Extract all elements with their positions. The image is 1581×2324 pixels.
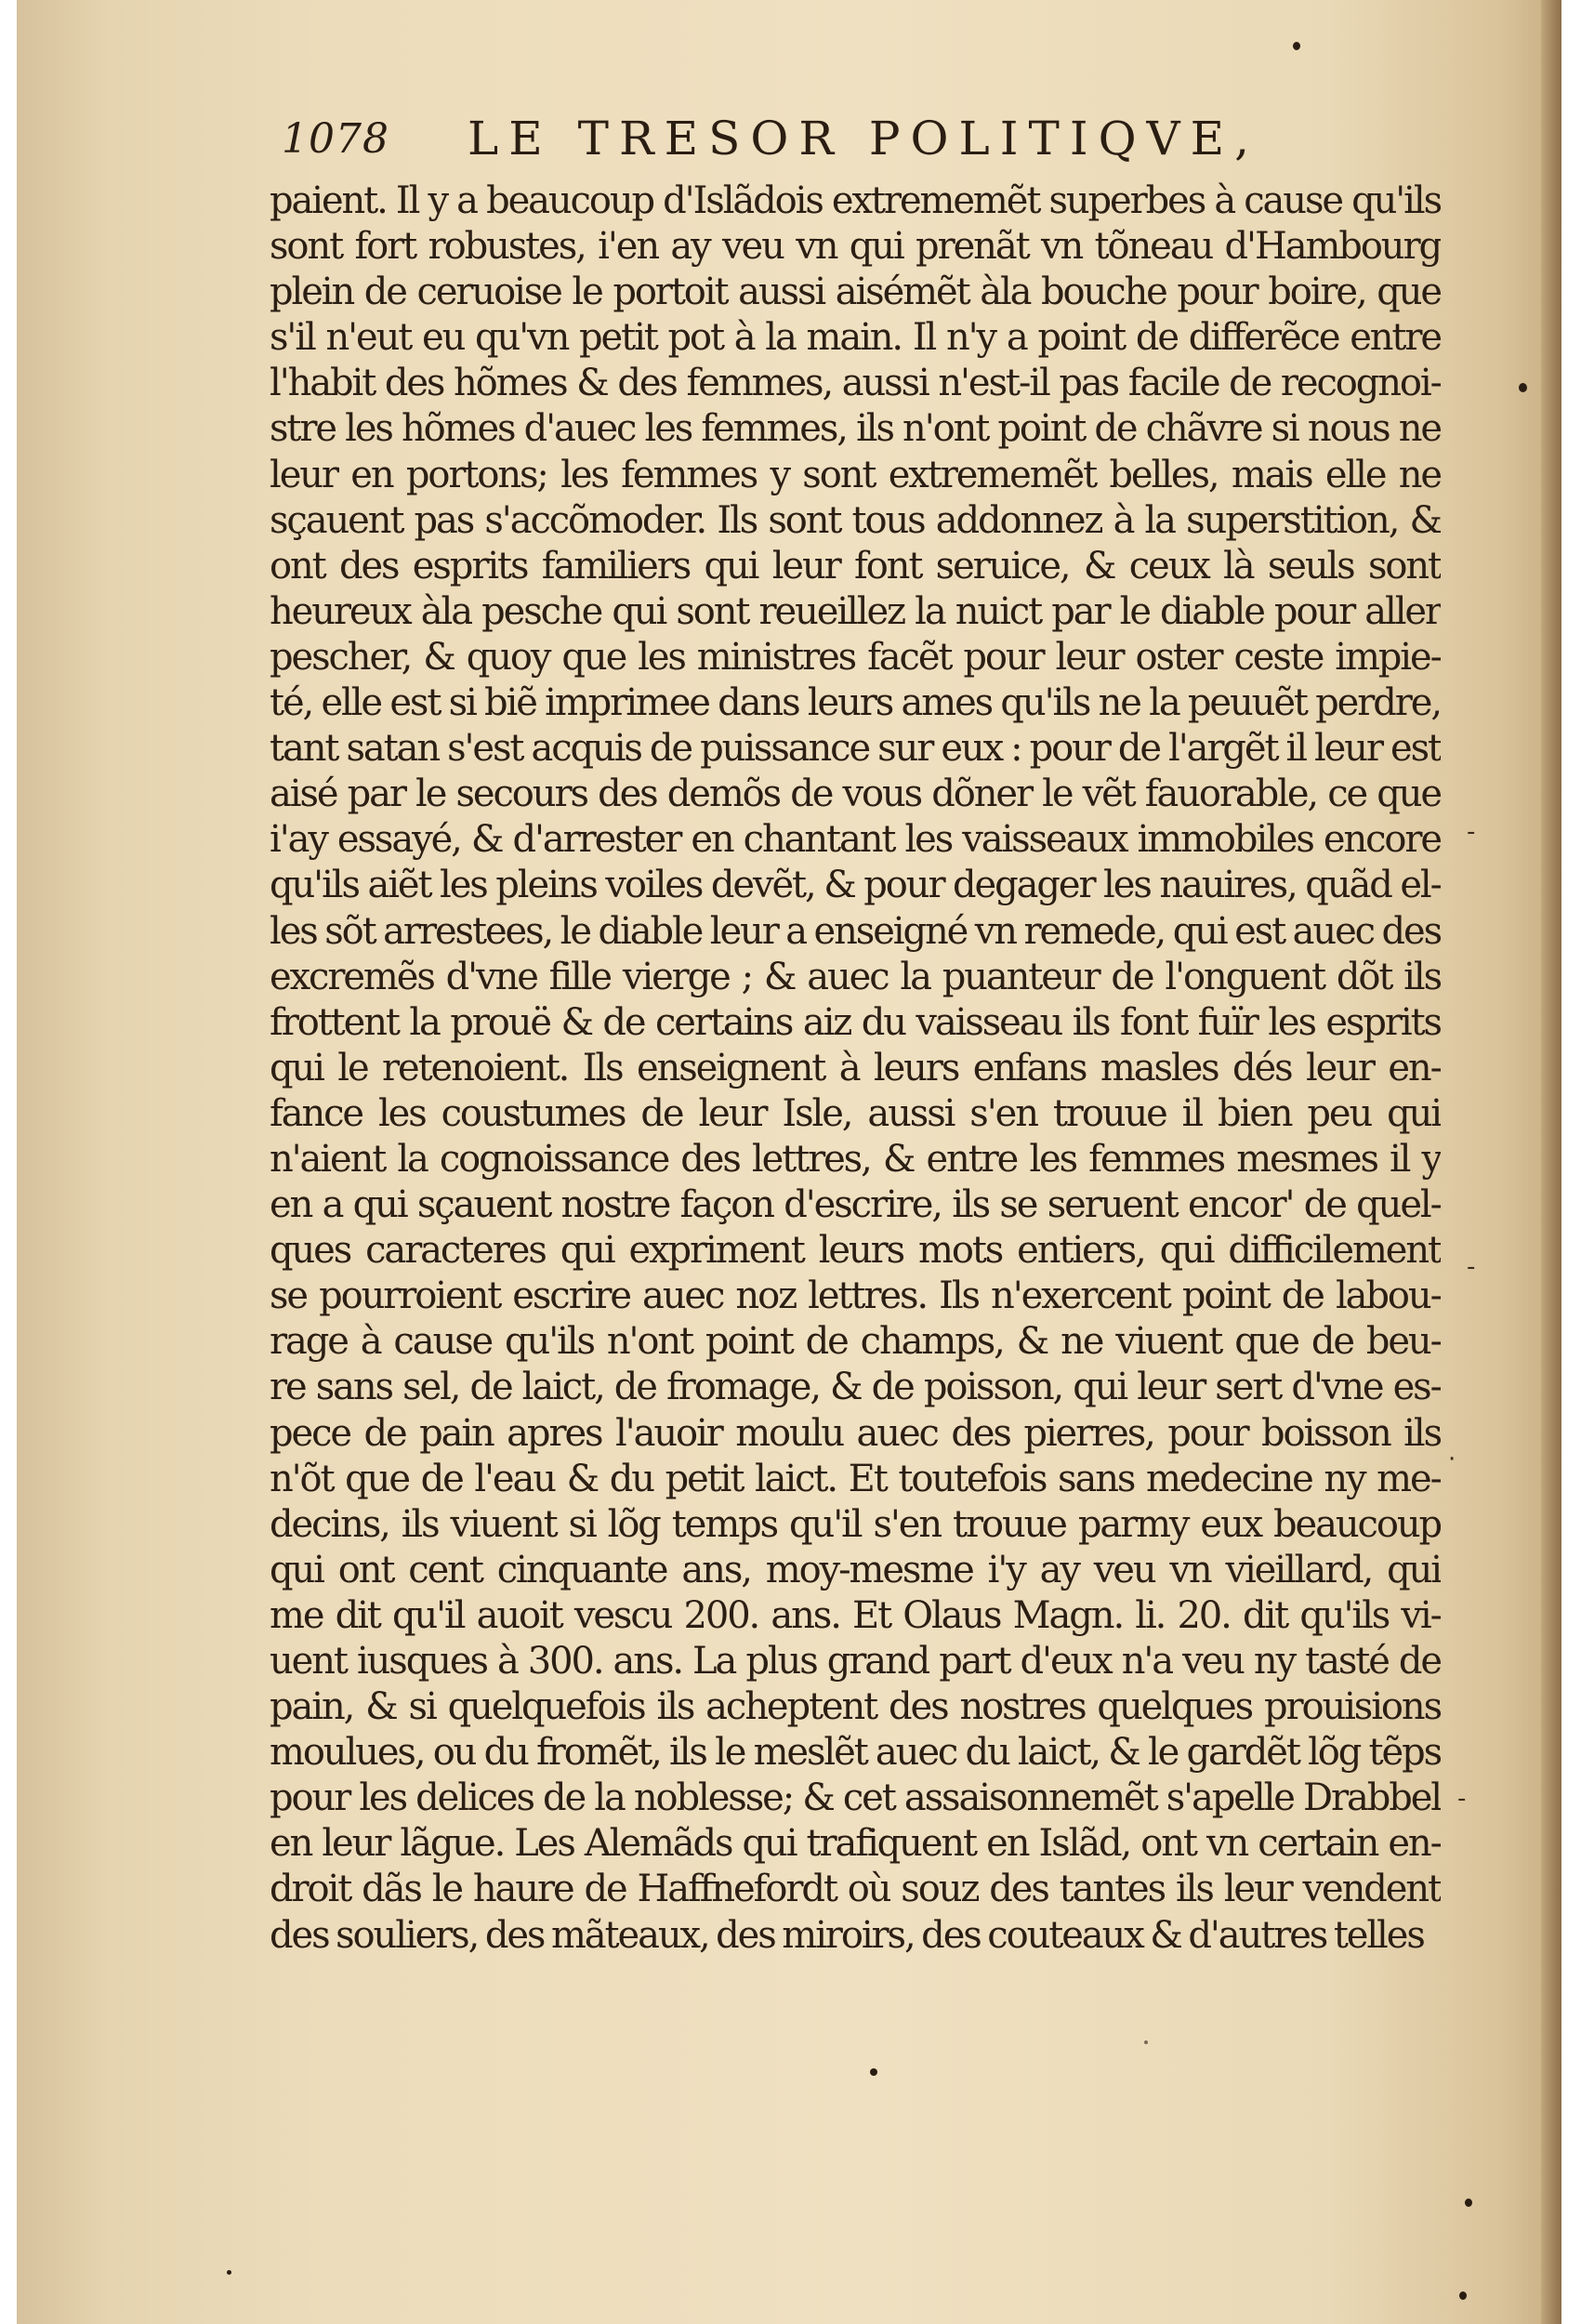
ink-speck (1144, 2040, 1148, 2044)
ink-speck (1465, 2199, 1472, 2207)
text-line: fance les coustumes de leur Isle, aussi s'en trouue il bien peu qui (270, 1091, 1441, 1135)
text-line: frottent la prouë & de certains aiz du vaisseau ils font fuïr les esprits (270, 1000, 1441, 1044)
text-line: n'õt que de l'eau & du petit laict. Et toutefois sans medecine ny me- (270, 1457, 1441, 1500)
text-line: decins, ils viuent si lõg temps qu'il s'en trouue parmy eux beaucoup (270, 1502, 1441, 1546)
text-line: pece de pain apres l'auoir moulu auec des pierres, pour boisson ils (270, 1411, 1441, 1455)
ink-speck (1519, 383, 1527, 392)
text-line: des souliers, des mãteaux, des miroirs, des couteaux & d'autres telles (270, 1913, 1424, 1957)
ink-speck (227, 2270, 231, 2275)
book-page (17, 0, 1561, 2324)
text-line: pour les delices de la noblesse; & cet assaisonnemẽt s'apelle Drabbel (270, 1776, 1441, 1820)
text-line: stre les hõmes d'auec les femmes, ils n'ont point de chãvre si nous ne (270, 407, 1441, 451)
text-line: tant satan s'est acquis de puissance sur eux : pour de l'argẽt il leur est (270, 727, 1441, 771)
text-line: paient. Il y a beaucoup d'Islãdois extrememẽt superbes à cause qu'ils (270, 179, 1441, 222)
text-line: uent iusques à 300. ans. La plus grand part d'eux n'a veu ny tasté de (270, 1640, 1441, 1683)
body-text (270, 178, 1441, 1959)
text-line: en leur lãgue. Les Alemãds qui trafiquent en Islãd, ont vn certain en- (270, 1822, 1441, 1866)
bleed-mark: - (1467, 1253, 1476, 1281)
text-line: sçauent pas s'accõmoder. Ils sont tous addonnez à la superstition, & (270, 498, 1441, 542)
text-line: qui le retenoient. Ils enseignent à leurs enfans masles dés leur en- (270, 1046, 1441, 1089)
ink-speck (1459, 2291, 1467, 2300)
text-line: me dit qu'il auoit vescu 200. ans. Et Olaus Magn. li. 20. dit qu'ils vi- (270, 1593, 1441, 1637)
text-line: sont fort robustes, i'en ay veu vn qui prenãt vn tõneau d'Hambourg (270, 225, 1441, 269)
text-line: rage à cause qu'ils n'ont point de champs, & ne viuent que de beu- (270, 1320, 1441, 1364)
text-line: té, elle est si biẽ imprimee dans leurs ames qu'ils ne la peuuẽt perdre, (270, 681, 1441, 725)
text-line: leur en portons; les femmes y sont extrememẽt belles, mais elle ne (270, 453, 1441, 496)
text-line: moulues, ou du fromẽt, ils le meslẽt auec du laict, & le gardẽt lõg tẽps (270, 1731, 1441, 1775)
text-line: qu'ils aiẽt les pleins voiles devẽt, & pour degager les nauires, quãd el- (270, 864, 1441, 907)
bleed-mark: · (1448, 1446, 1456, 1473)
text-line: qui ont cent cinquante ans, moy-mesme i'y ay veu vn vieillard, qui (270, 1548, 1441, 1591)
text-line: pescher, & quoy que les ministres facẽt pour leur oster ceste impie- (270, 635, 1441, 679)
text-line: en a qui sçauent nostre façon d'escrire, ils se seruent encor' de quel- (270, 1183, 1441, 1227)
running-title: LE TRESOR POLITIQVE, (468, 112, 1260, 165)
text-line: ont des esprits familiers qui leur font seruice, & ceux là seuls sont (270, 544, 1441, 588)
text-line: les sõt arrestees, le diable leur a enseigné vn remede, qui est auec des (270, 909, 1441, 953)
text-line: n'aient la cognoissance des lettres, & entre les femmes mesmes il y (270, 1137, 1441, 1181)
text-line: excremẽs d'vne fille vierge ; & auec la puanteur de l'onguent dõt ils (270, 955, 1441, 998)
page-number: 1078 (282, 115, 389, 163)
bleed-mark: - (1457, 1785, 1467, 1813)
text-line: plein de ceruoise le portoit aussi aisémẽt àla bouche pour boire, que (270, 271, 1441, 314)
text-line: heureux àla pesche qui sont reueillez la nuict par le diable pour aller (270, 589, 1441, 633)
text-line: pain, & si quelquefois ils acheptent des nostres quelques prouisions (270, 1685, 1441, 1729)
text-line: ques caracteres qui expriment leurs mots entiers, qui difficilement (270, 1229, 1441, 1273)
text-line: droit dãs le haure de Haffnefordt où souz des tantes ils leur vendent (270, 1868, 1441, 1911)
page-gutter-shadow (1541, 0, 1561, 2324)
text-line: aisé par le secours des demõs de vous dõner le vẽt fauorable, ce que (270, 772, 1441, 816)
ink-speck (870, 2068, 877, 2076)
page-header (282, 112, 1425, 177)
ink-speck (1293, 42, 1300, 50)
text-line: se pourroient escrire auec noz lettres. Ils n'exercent point de labou- (270, 1274, 1441, 1318)
text-line: l'habit des hõmes & des femmes, aussi n'est-il pas facile de recognoi- (270, 362, 1441, 405)
bleed-mark: - (1467, 818, 1476, 846)
text-line: i'ay essayé, & d'arrester en chantant les vaisseaux immobiles encore (270, 818, 1441, 862)
text-line: s'il n'eut eu qu'vn petit pot à la main. Il n'y a point de differẽce entre (270, 316, 1441, 360)
text-line: re sans sel, de laict, de fromage, & de poisson, qui leur sert d'vne es- (270, 1366, 1441, 1409)
